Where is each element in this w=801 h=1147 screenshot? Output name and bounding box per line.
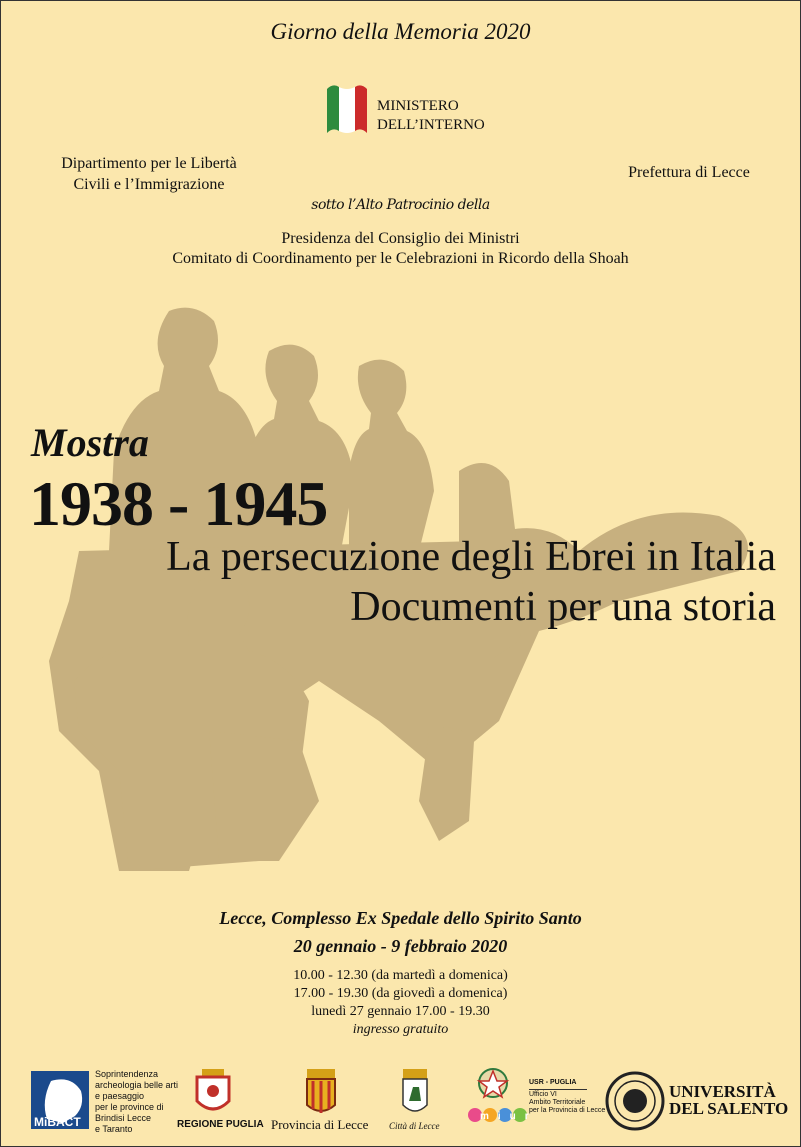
citta-lecce-crest-icon [403,1069,427,1111]
exhibition-label: Mostra [31,420,149,465]
ministry-line-1: MINISTERO [377,98,459,114]
usr-puglia-text [529,1079,605,1115]
venue: Lecce, Complesso Ex Spedale dello Spirito Santo [219,908,582,928]
provincia-lecce-label: Provincia di Lecce [271,1117,369,1132]
prefettura: Prefettura di Lecce [628,164,750,181]
exhibition-years: 1938 - 1945 [29,468,328,539]
hours-line-1: 10.00 - 12.30 (da martedì a domenica) [293,968,508,983]
usr-line-3: Ambito Territoriale [529,1099,586,1106]
ministry-line-2: DELL’INTERNO [377,117,485,133]
uni-line-1: UNIVERSITÀ [669,1082,776,1101]
repubblica-emblem-icon [479,1069,507,1097]
regione-puglia-label: REGIONE PUGLIA [177,1119,264,1130]
dept-line-2: Civili e l’Immigrazione [73,176,225,193]
usr-line-4: per la Provincia di Lecce [529,1107,606,1114]
sop-line-5: Brindisi Lecce [95,1113,152,1123]
exhibition-subtitle-1: La persecuzione degli Ebrei in Italia [166,534,776,580]
dates: 20 gennaio - 9 febbraio 2020 [293,936,508,956]
italian-flag-icon [323,81,371,135]
universita-salento-seal-icon [607,1073,663,1129]
universita-salento-name [669,1083,788,1117]
ministry-name [377,97,485,135]
uni-line-2: DEL SALENTO [669,1099,789,1118]
exhibition-subtitle-2: Documenti per una storia [350,584,776,630]
hours-line-2: 17.00 - 19.30 (da giovedì a domenica) [293,986,508,1001]
entry-note: ingresso gratuito [352,1022,449,1037]
event-title: Giorno della Memoria 2020 [270,19,531,44]
usr-line-2: Ufficio VI [529,1091,557,1098]
sop-line-4: per le province di [95,1102,164,1112]
presidenza [1,229,800,269]
patrocinio: sotto l’Alto Patrocinio della [311,197,490,213]
presidenza-line-2: Comitato di Coordinamento per le Celebrazioni in Ricordo della Shoah [172,250,629,267]
opening-hours [1,967,800,1039]
sop-line-3: e paesaggio [95,1091,145,1101]
department [31,153,267,195]
mibact-text: MiBACT [34,1115,81,1129]
sop-line-1: Soprintendenza [95,1069,159,1079]
usr-line-1: USR - PUGLIA [529,1079,577,1086]
regione-puglia-crest-icon [197,1069,229,1109]
sop-line-6: e Taranto [95,1124,133,1134]
soprintendenza-text [95,1069,178,1135]
mibact-logo-icon [31,1071,89,1129]
citta-lecce-label: Città di Lecce [389,1121,440,1131]
miur-label: miur [480,1111,538,1122]
usr-divider [529,1089,587,1090]
dept-line-1: Dipartimento per le Libertà [61,155,237,172]
presidenza-line-1: Presidenza del Consiglio dei Ministri [281,230,520,247]
sop-line-2: archeologia belle arti [95,1080,179,1090]
provincia-lecce-crest-icon [307,1069,335,1113]
hours-line-3: lunedì 27 gennaio 17.00 - 19.30 [311,1004,490,1019]
